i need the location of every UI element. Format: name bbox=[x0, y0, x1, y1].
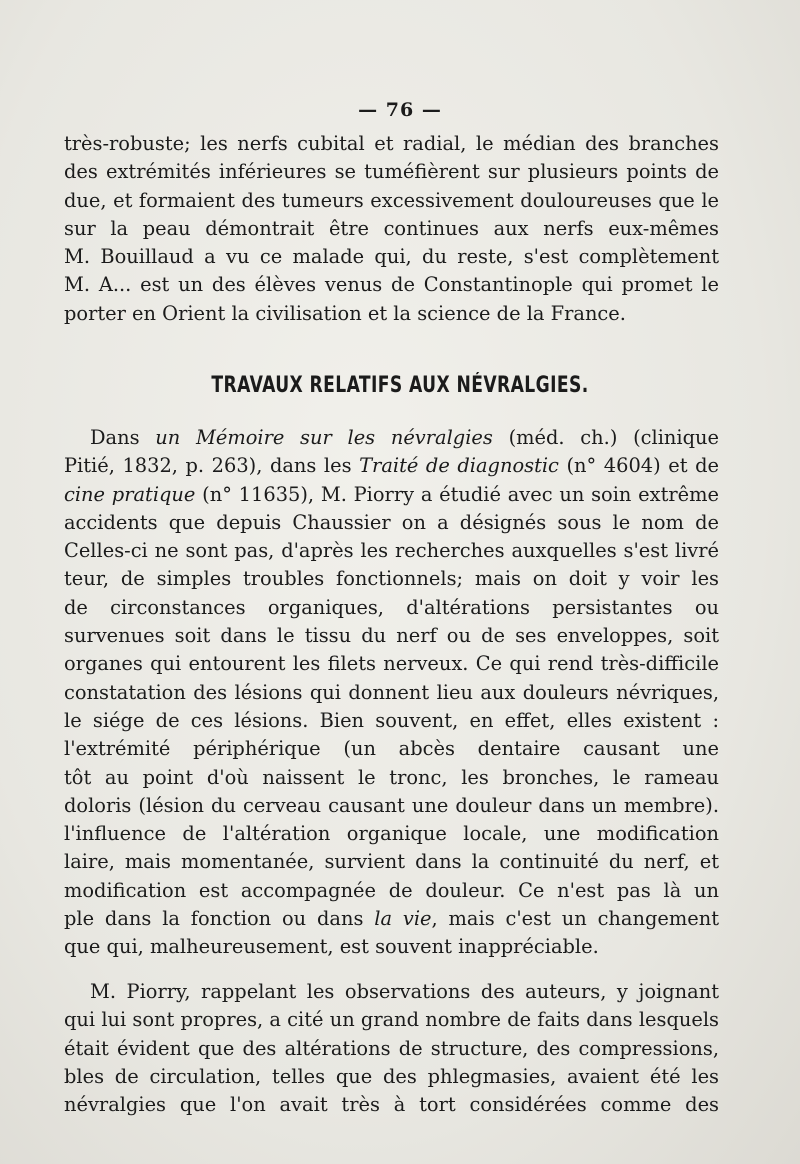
text-line: des extrémités inférieures se tuméfièrent sur plusieurs points de bbox=[64, 160, 719, 184]
text-line: que qui, malheureusement, est souvent inappréciable. bbox=[64, 935, 599, 959]
text-line: laire, mais momentanée, survient dans la continuité du nerf, et bbox=[64, 850, 719, 874]
text-line: tôt au point d'où naissent le tronc, les bronches, le rameau bbox=[64, 765, 719, 789]
text-line: modification est accompagnée de douleur. Ce n'est pas là un bbox=[64, 878, 719, 902]
paragraph-nevralgies bbox=[64, 424, 719, 962]
text-line: Celles-ci ne sont pas, d'après les recherches auxquelles s'est livré bbox=[64, 539, 719, 563]
text-line: de circonstances organiques, d'altérations persistantes ou bbox=[64, 595, 719, 619]
text-line: M. A... est un des élèves venus de Constantinople qui promet le bbox=[64, 273, 719, 297]
text-line: Pitié, 1832, p. 263), dans les Traité de diagnostic (n° 4604) et de bbox=[64, 454, 719, 478]
text-line: très-robuste; les nerfs cubital et radial, le médian des branches bbox=[64, 132, 719, 155]
text-line: névralgies que l'on avait très à tort considérées comme des bbox=[64, 1093, 719, 1117]
paragraph-piorry bbox=[64, 978, 719, 1119]
paragraph-intro bbox=[64, 130, 719, 328]
text-line: qui lui sont propres, a cité un grand nombre de faits dans lesquels bbox=[64, 1008, 719, 1032]
text-line: était évident que des altérations de structure, des compressions, bbox=[64, 1036, 719, 1060]
text-line: sur la peau démontrait être continues aux nerfs eux-mêmes bbox=[64, 216, 719, 240]
text-line: organes qui entourent les filets nerveux. Ce qui rend très-difficile bbox=[64, 652, 719, 676]
text-line: bles de circulation, telles que des phlegmasies, avaient été les bbox=[64, 1064, 719, 1088]
text-line: M. Bouillaud a vu ce malade qui, du reste, s'est complètement bbox=[64, 245, 719, 269]
text-line: Dans un Mémoire sur les névralgies (méd. ch.) (clinique bbox=[90, 426, 719, 449]
text-line: accidents que depuis Chaussier on a désignés sous le nom de bbox=[64, 510, 719, 534]
page-number: — 76 — bbox=[358, 99, 442, 121]
text-line: ple dans la fonction ou dans la vie, mais c'est un changement bbox=[64, 907, 719, 931]
section-heading: TRAVAUX RELATIFS AUX NÉVRALGIES. bbox=[211, 373, 589, 398]
text-line: porter en Orient la civilisation et la science de la France. bbox=[64, 301, 626, 325]
text-line: teur, de simples troubles fonctionnels; mais on doit y voir les bbox=[64, 567, 719, 591]
text-line: survenues soit dans le tissu du nerf ou de ses enveloppes, soit bbox=[64, 624, 719, 648]
text-line: l'extrémité périphérique (un abcès dentaire causant une bbox=[64, 737, 719, 761]
text-line: M. Piorry, rappelant les observations des auteurs, y joignant bbox=[90, 980, 719, 1003]
text-line: due, et formaient des tumeurs excessivement douloureuses que le bbox=[64, 188, 719, 212]
text-line: constatation des lésions qui donnent lieu aux douleurs névriques, bbox=[64, 680, 719, 704]
text-line: doloris (lésion du cerveau causant une douleur dans un membre). bbox=[64, 793, 719, 817]
text-line: l'influence de l'altération organique locale, une modification bbox=[64, 822, 719, 846]
text-line: le siége de ces lésions. Bien souvent, en effet, elles existent : bbox=[64, 708, 719, 732]
text-line: cine pratique (n° 11635), M. Piorry a étudié avec un soin extrême bbox=[64, 482, 719, 506]
